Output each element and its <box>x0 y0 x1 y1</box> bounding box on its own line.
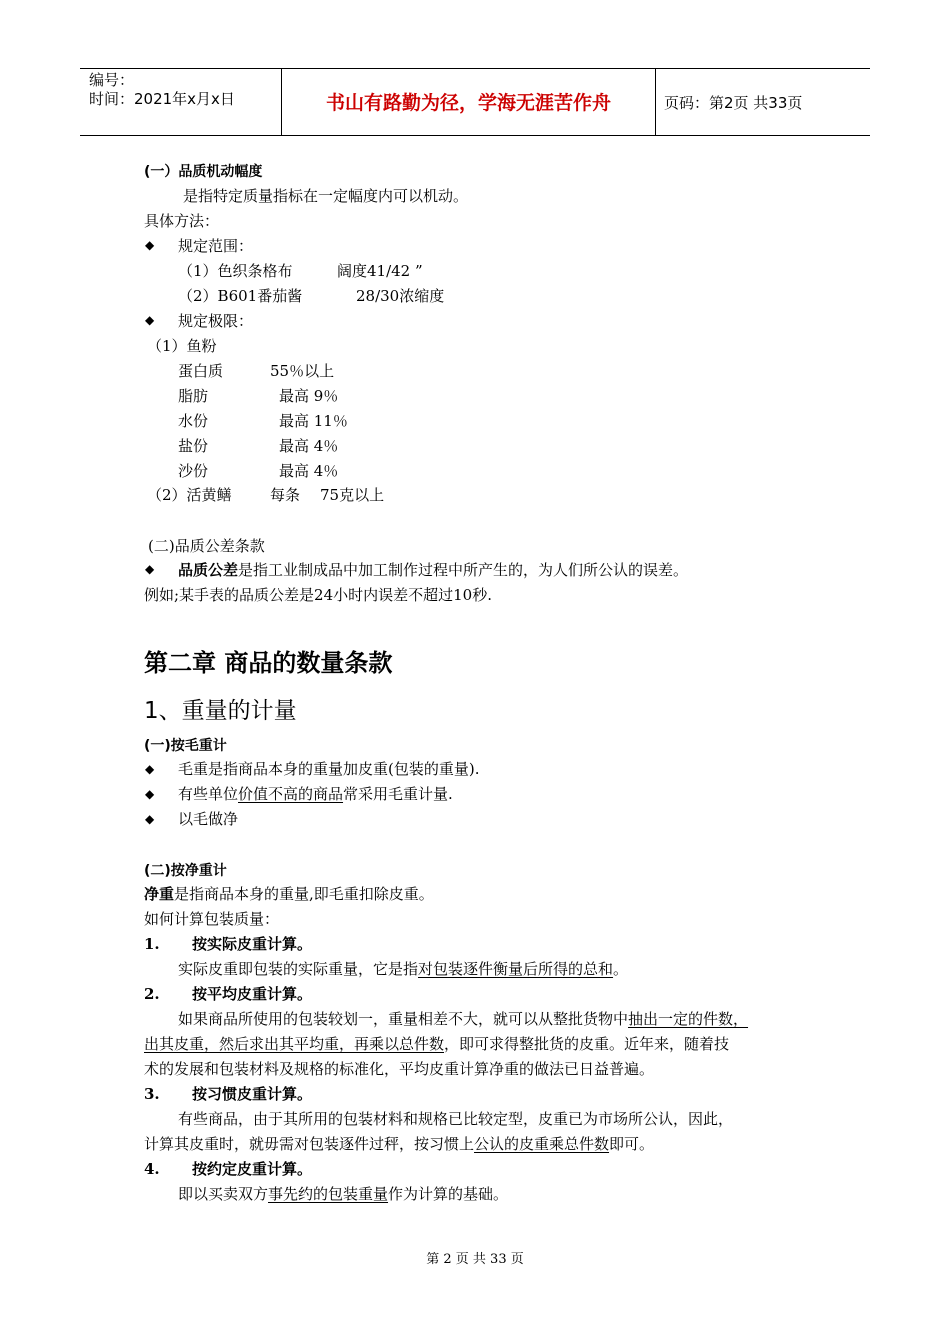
method-2-line-1 <box>178 1009 748 1029</box>
method-1-pre: 实际皮重即包装的实际重量，它是指 <box>178 960 419 978</box>
method-4-text <box>178 1184 508 1204</box>
method-3-number: 3. <box>144 1085 160 1103</box>
method-4-pre: 即以买卖双方 <box>178 1185 269 1203</box>
diamond-bullet-icon: ◆ <box>145 812 155 826</box>
limit-label: 规定极限： <box>178 312 254 330</box>
eel-name: （2）活黄鳝 <box>147 486 232 504</box>
method-3-line-2-underlined: 公认的皮重乘总件数 <box>474 1135 610 1153</box>
method-2-line-1-pre: 如果商品所使用的包装较划一，重量相差不大，就可以从整批货物中 <box>178 1010 629 1028</box>
spec-name: 盐份 <box>178 437 209 455</box>
method-3-line-2-post: 即可。 <box>609 1135 655 1153</box>
header-page-label: 页码：第2页 共33页 <box>664 94 803 112</box>
fish-meal-label: （1）鱼粉 <box>147 337 217 355</box>
gross-title: (一)按毛重计 <box>144 738 227 754</box>
method-2-title: 按平均皮重计算。 <box>192 985 313 1003</box>
method-2-line-3: 术的发展和包装材料及规格的标准化，平均皮重计算净重的做法已日益普遍。 <box>144 1060 655 1078</box>
method-3-line-2-pre: 计算其皮重时，就毋需对包装逐件过秤，按习惯上 <box>144 1135 475 1153</box>
diamond-bullet-icon: ◆ <box>145 238 155 252</box>
spec-name: 脂肪 <box>178 387 209 405</box>
method-4-title: 按约定皮重计算。 <box>192 1160 313 1178</box>
diamond-bullet-icon: ◆ <box>145 762 155 776</box>
eel-value: 75克以上 <box>320 486 385 504</box>
method-2-line-2-post: ，即可求得整批货的皮重。近年来，随着技 <box>444 1035 730 1053</box>
gross-bullet-1: 毛重是指商品本身的重量加皮重(包装的重量). <box>178 760 480 778</box>
method-1-post: 。 <box>613 960 629 978</box>
tolerance-definition-text: 是指工业制成品中加工制作过程中所产生的，为人们所公认的误差。 <box>238 561 689 579</box>
net-how: 如何计算包装质量： <box>144 910 280 928</box>
spec-value: 最高 4％ <box>279 462 339 480</box>
header-motto: 书山有路勤为径，学海无涯苦作舟 <box>325 92 611 114</box>
method-3-line-1: 有些商品，由于其所用的包装材料和规格已比较定型，皮重已为市场所公认，因此， <box>178 1110 734 1128</box>
method-2-number: 2. <box>144 985 160 1003</box>
spec-name: 沙份 <box>178 462 209 480</box>
range-item-value: 28/30浓缩度 <box>356 287 445 305</box>
methods-label: 具体方法： <box>144 212 220 230</box>
method-3-line-2 <box>144 1134 654 1154</box>
page-footer: 第 2 页 共 33 页 <box>426 1252 524 1267</box>
spec-name: 蛋白质 <box>178 362 224 380</box>
method-4-underlined: 事先约的包装重量 <box>268 1185 389 1203</box>
gross-bullet-2-underlined: 价值不高的商品 <box>238 785 344 803</box>
diamond-bullet-icon: ◆ <box>145 562 155 576</box>
gross-bullet-2-post: 常采用毛重计量. <box>343 785 453 803</box>
range-item-value: 阔度41/42 ” <box>337 262 423 280</box>
method-1-underlined: 对包装逐件衡量后所得的总和 <box>418 960 614 978</box>
range-item-name: （2）B601番茄酱 <box>178 287 303 305</box>
spec-value: 最高 9％ <box>279 387 339 405</box>
method-1-text <box>178 959 628 979</box>
method-1-title: 按实际皮重计算。 <box>192 935 313 953</box>
header-divider-right <box>655 68 656 135</box>
header-date-label: 时间：2021年x月x日 <box>89 90 235 108</box>
header-top-rule <box>80 68 870 69</box>
net-term: 净重 <box>144 885 175 903</box>
range-item-name: （1）色织条格布 <box>178 262 293 280</box>
gross-bullet-3: 以毛做净 <box>178 810 239 828</box>
gross-bullet-2-pre: 有些单位 <box>178 785 239 803</box>
method-1-number: 1. <box>144 935 160 953</box>
range-label: 规定范围： <box>178 237 254 255</box>
spec-value: 最高 4％ <box>279 437 339 455</box>
net-definition <box>144 884 434 904</box>
method-4-post: 作为计算的基础。 <box>388 1185 509 1203</box>
gross-bullet-2 <box>178 784 453 804</box>
diamond-bullet-icon: ◆ <box>145 313 155 327</box>
method-2-line-2 <box>144 1034 729 1054</box>
spec-name: 水份 <box>178 412 209 430</box>
tolerance-definition <box>178 560 688 580</box>
method-2-line-2-underlined: 出其皮重，然后求出其平均重，再乘以总件数 <box>144 1035 445 1053</box>
method-3-title: 按习惯皮重计算。 <box>192 1085 313 1103</box>
spec-value: 55％以上 <box>270 362 335 380</box>
tolerance-title: (二)品质公差条款 <box>148 537 265 555</box>
tolerance-term: 品质公差 <box>178 561 239 579</box>
quality-flex-title: (一）品质机动幅度 <box>144 164 263 180</box>
net-definition-text: 是指商品本身的重量,即毛重扣除皮重。 <box>174 885 434 903</box>
header-bottom-rule <box>80 135 870 136</box>
eel-each: 每条 <box>270 486 301 504</box>
spec-value: 最高 11％ <box>279 412 348 430</box>
tolerance-example: 例如;某手表的品质公差是24小时内误差不超过10秒. <box>144 586 492 604</box>
quality-flex-definition: 是指特定质量指标在一定幅度内可以机动。 <box>183 187 469 205</box>
method-2-line-1-underlined: 抽出一定的件数， <box>628 1010 749 1028</box>
section-title: 1、重量的计量 <box>144 698 297 724</box>
method-4-number: 4. <box>144 1160 160 1178</box>
diamond-bullet-icon: ◆ <box>145 787 155 801</box>
header-number-label: 编号： <box>89 71 135 89</box>
net-title: (二)按净重计 <box>144 863 227 879</box>
chapter-title: 第二章 商品的数量条款 <box>144 649 393 677</box>
